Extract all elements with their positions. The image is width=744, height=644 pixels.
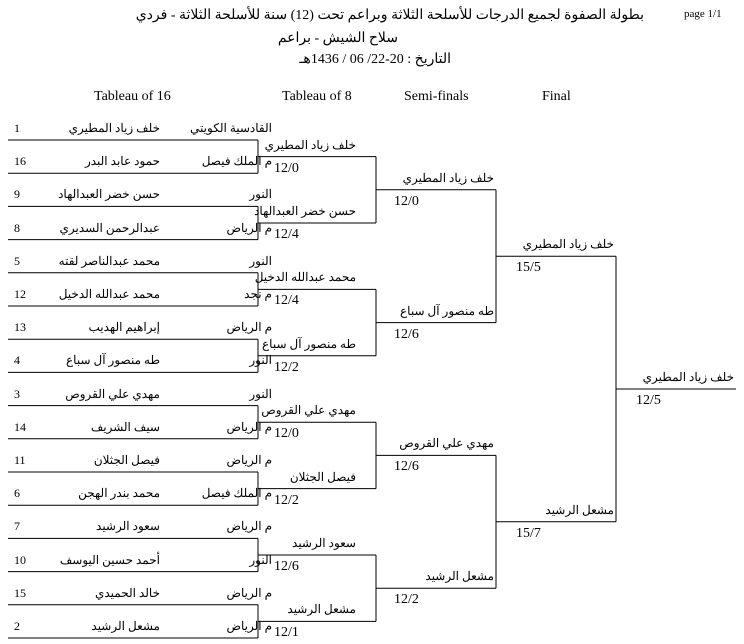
fencer-name: إبراهيم الهديب [88,320,160,335]
seed-number: 12 [14,287,26,301]
club-name: م الرياض [226,619,272,633]
fencer-name: سيف الشريف [90,419,160,434]
bout-score: 12/4 [274,227,299,242]
club-name: م الرياض [226,585,272,600]
bout-score: 12/6 [274,559,299,574]
final-score: 12/5 [636,393,661,408]
fencer-name: خلف زياد المطيري [68,121,160,135]
fencer-name: محمد عبدالله الدخيل [254,270,356,285]
fencer-name: مشعل الرشيد [91,619,160,633]
fencer-name: سعود الرشيد [96,519,160,534]
fencer-name: خلف زياد المطيري [522,237,614,252]
seed-number: 14 [14,419,26,434]
club-name: م نجد [244,287,272,301]
header-tableau8: Tableau of 8 [282,89,352,104]
club-name: م الرياض [226,453,272,467]
club-name: م الرياض [226,519,272,534]
page-title: بطولة الصفوة لجميع الدرجات للأسلحة الثلاثة وبراعم تحت (12) سنة للأسلحة الثلاثة - فردي [135,8,644,23]
header-semifinals: Semi-finals [404,89,469,104]
bout-score: 12/0 [274,426,299,442]
fencer-name: مهدي علي القروص [399,436,494,451]
bout-score: 12/4 [274,293,299,309]
bout-score: 12/2 [274,359,299,375]
seed-number: 1 [14,121,20,135]
fencer-name: فيصل الجثلان [289,469,356,484]
club-name: م الملك فيصل [201,154,272,169]
fencer-name: محمد عبدالناصر لقته [58,253,160,268]
fencer-name: سعود الرشيد [292,536,356,550]
club-name: م الرياض [226,320,272,335]
club-name: م الرياض [226,220,272,235]
bout-score: 12/2 [394,592,419,608]
fencer-name: حمود عابد البدر [84,154,160,169]
club-name: القادسية الكويتي [190,121,272,135]
seed-number: 7 [14,519,20,534]
seed-number: 8 [14,220,20,235]
club-name: النور [249,386,272,401]
bout-score: 12/6 [394,459,419,475]
bout-score: 15/7 [516,525,541,541]
fencer-name: مهدي علي القروص [261,403,356,418]
club-name: النور [249,253,272,268]
seed-number: 3 [14,386,20,401]
fencer-name: طه منصور آل سباع [66,353,160,368]
fencer-name: طه منصور آل سباع [262,336,356,351]
fencer-name: مشعل الرشيد [545,502,614,517]
bout-score: 12/0 [394,193,419,209]
seed-number: 2 [14,619,20,633]
event-date: التاريخ : 20-22/ 06 / 1436هـ [299,52,451,67]
fencer-name: محمد بندر الهجن [78,486,160,501]
seed-number: 5 [14,253,20,268]
bout-score: 12/0 [274,160,299,176]
seed-number: 6 [14,486,20,501]
fencer-name: مشعل الرشيد [425,569,494,584]
seed-number: 15 [14,585,26,600]
fencer-name: عبدالرحمن السديري [59,220,160,235]
club-name: النور [249,552,272,567]
weapon-category: سلاح الشيش - براعم [277,31,398,46]
fencer-name: خالد الحميدي [94,585,160,600]
header-final: Final [542,89,571,104]
header-tableau16: Tableau of 16 [94,89,171,104]
seed-number: 16 [14,154,26,169]
club-name: م الملك فيصل [201,486,272,501]
fencer-name: خلف زياد المطيري [264,137,356,152]
seed-number: 10 [14,552,26,567]
fencer-name: محمد عبدالله الدخيل [58,287,160,301]
seed-number: 4 [14,353,20,368]
fencer-name: حسن خضر العبدالهاد [254,204,356,218]
seed-number: 11 [14,453,26,467]
fencer-name: أحمد حسين اليوسف [59,552,160,567]
fencer-name: فيصل الجثلان [93,453,160,467]
bout-score: 12/1 [274,625,299,641]
fencer-name: خلف زياد المطيري [402,170,494,185]
seed-number: 13 [14,320,26,335]
fencer-name: طه منصور آل سباع [400,303,494,318]
bout-score: 15/5 [516,260,541,276]
fencer-name: مشعل الرشيد [287,602,356,617]
page-number: page 1/1 [684,8,722,20]
fencer-name: مهدي علي القروص [65,386,160,401]
club-name: النور [249,353,272,368]
champion-name: خلف زياد المطيري [642,370,734,384]
club-name: النور [249,187,272,202]
fencer-name: حسن خضر العبدالهاد [58,187,160,202]
club-name: م الرياض [226,419,272,434]
seed-number: 9 [14,187,20,202]
bout-score: 12/6 [394,326,419,342]
bout-score: 12/2 [274,492,299,508]
